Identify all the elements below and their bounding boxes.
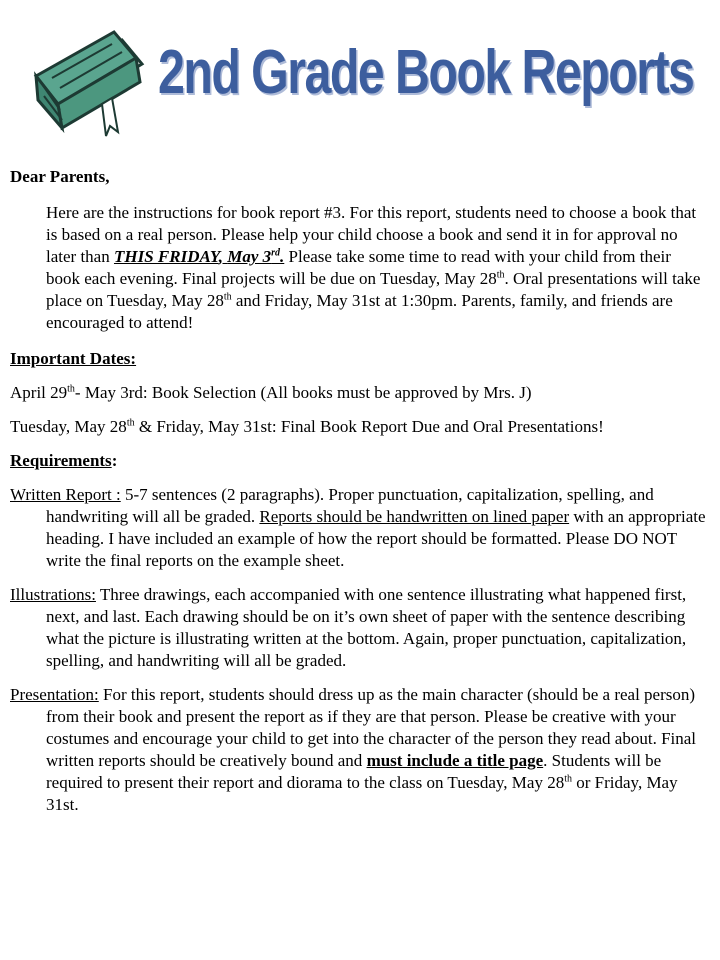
date-book-selection: April 29th- May 3rd: Book Selection (All books must be approved by Mrs. J) <box>10 383 532 402</box>
letter-body <box>10 166 706 828</box>
illustrations-label: Illustrations: <box>10 585 96 604</box>
page-title: 2nd Grade Book Reports <box>158 38 694 107</box>
deadline-text: THIS FRIDAY, May 3rd. <box>113 247 285 266</box>
salutation: Dear Parents, <box>10 167 110 186</box>
written-report-label: Written Report : <box>10 485 121 504</box>
requirement-presentation: Presentation: For this report, students should dress up as the main character (should be a real person) from their book and present the report as if they are that person. Please be creative with your costumes and encourage your child to get into the character of the person they read about. Final written reports should be creatively bound and must include a title page. Students will be required to present their report and diorama to the class on Tuesday, May 28th or Friday, May 31st. <box>10 685 697 814</box>
important-dates-heading: Important Dates: <box>10 349 137 368</box>
intro-paragraph: Here are the instructions for book report #3. For this report, students need to choose a book that is based on a real person. Please help your child choose a book and send it in for approval no later than THIS FRIDAY, May 3rd. Please take some time to read with your child from their book each evening. Final projects will be due on Tuesday, May 28th. Oral presentations will take place on Tuesday, May 28th and Friday, May 31st at 1:30pm. Parents, family, and friends are encouraged to attend! <box>46 203 701 332</box>
requirement-written-report: Written Report : 5-7 sentences (2 paragraphs). Proper punctuation, capitalization, spelling, and handwriting will all be graded. Reports should be handwritten on lined paper with an appropriate heading. I have included an example of how the report should be formatted. Please DO NOT write the final reports on the example sheet. <box>10 485 706 570</box>
requirements-heading: Requirements: <box>10 451 118 470</box>
date-final-report: Tuesday, May 28th & Friday, May 31st: Final Book Report Due and Oral Presentations! <box>10 417 604 436</box>
presentation-label: Presentation: <box>10 685 99 704</box>
page-header <box>0 0 720 150</box>
book-icon <box>26 18 156 140</box>
requirement-illustrations: Illustrations: Three drawings, each accompanied with one sentence illustrating what happened first, next, and last. Each drawing should be on it’s own sheet of paper with the sentence describing what the picture is illustrating written at the bottom. Again, proper punctuation, capitalization, spelling, and handwriting will all be graded. <box>10 585 687 670</box>
